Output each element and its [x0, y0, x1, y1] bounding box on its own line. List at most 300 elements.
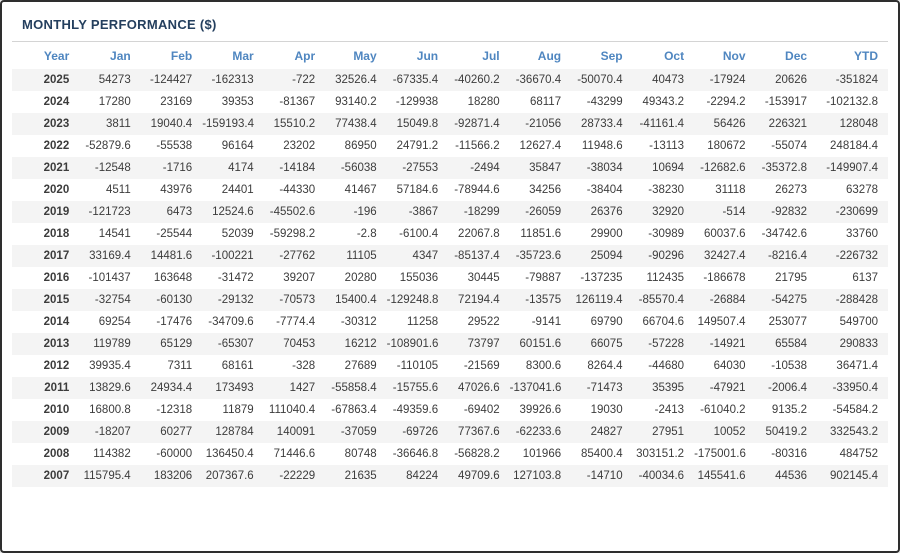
value-cell: 66704.6 [642, 316, 685, 328]
value-cell: -37059 [340, 426, 377, 438]
value-cell: -21056 [525, 118, 562, 130]
value-cell: 72194.4 [458, 294, 500, 306]
year-cell: 2020 [43, 184, 70, 196]
value-cell: 303151.2 [636, 448, 685, 460]
value-cell: 36471.4 [836, 360, 878, 372]
value-cell: -6100.4 [399, 228, 439, 240]
value-cell: 65129 [160, 338, 193, 350]
value-cell: 24934.4 [150, 382, 193, 394]
year-cell: 2012 [43, 360, 70, 372]
value-cell: 39935.4 [89, 360, 131, 372]
value-cell: 902145.4 [830, 470, 878, 482]
value-cell: 19040.4 [150, 118, 193, 130]
value-cell: -11566.2 [455, 140, 500, 152]
value-cell: 20280 [344, 272, 377, 284]
value-cell: 93140.2 [335, 96, 377, 108]
column-header-jul: Jul [482, 49, 500, 63]
value-cell: -12318 [156, 404, 193, 416]
table-row [12, 465, 888, 487]
value-cell: -18299 [463, 206, 500, 218]
year-cell: 2024 [43, 96, 70, 108]
column-header-apr: Apr [294, 49, 316, 63]
year-cell: 2019 [43, 206, 70, 218]
value-cell: -61040.2 [700, 404, 746, 416]
value-cell: -21569 [463, 360, 500, 372]
value-cell: 30445 [467, 272, 500, 284]
value-cell: 56426 [713, 118, 746, 130]
value-cell: 112435 [646, 272, 685, 284]
value-cell: -34742.6 [761, 228, 808, 240]
value-cell: -38404 [586, 184, 623, 196]
value-cell: -35372.8 [761, 162, 808, 174]
value-cell: -121723 [88, 206, 131, 218]
value-cell: -101437 [88, 272, 131, 284]
value-cell: -10538 [771, 360, 808, 372]
value-cell: -2.8 [356, 228, 377, 240]
value-cell: -25544 [156, 228, 193, 240]
value-cell: 33169.4 [89, 250, 131, 262]
value-cell: -62233.6 [515, 426, 562, 438]
value-cell: 24791.2 [396, 140, 439, 152]
value-cell: 114382 [93, 448, 131, 460]
year-cell: 2015 [43, 294, 70, 306]
value-cell: -12548 [94, 162, 131, 174]
year-cell: 2018 [43, 228, 70, 240]
value-cell: 35395 [652, 382, 685, 394]
value-cell: -44330 [279, 184, 316, 196]
column-header-aug: Aug [537, 49, 562, 63]
value-cell: -102132.8 [826, 96, 878, 108]
value-cell: 9135.2 [771, 404, 808, 416]
value-cell: -32754 [94, 294, 131, 306]
value-cell: 136450.4 [205, 448, 254, 460]
value-cell: 44536 [775, 470, 808, 482]
value-cell: -31472 [217, 272, 254, 284]
value-cell: -80316 [771, 448, 808, 460]
value-cell: -14921 [709, 338, 746, 350]
value-cell: 253077 [768, 316, 808, 328]
value-cell: 32427.4 [703, 250, 746, 262]
value-cell: -92832 [771, 206, 808, 218]
value-cell: 14481.6 [150, 250, 193, 262]
value-cell: 24401 [221, 184, 254, 196]
column-header-may: May [353, 49, 377, 63]
column-header-oct: Oct [664, 49, 685, 63]
column-header-nov: Nov [722, 49, 746, 63]
value-cell: 128784 [215, 426, 254, 438]
value-cell: 11258 [407, 316, 439, 328]
value-cell: -12682.6 [700, 162, 746, 174]
table-row [12, 311, 888, 333]
value-cell: 140091 [276, 426, 316, 438]
value-cell: 149507.4 [697, 316, 746, 328]
value-cell: -36670.4 [515, 74, 562, 86]
value-cell: 96164 [221, 140, 254, 152]
value-cell: 32920 [652, 206, 685, 218]
value-cell: -50070.4 [577, 74, 623, 86]
value-cell: 28733.4 [581, 118, 623, 130]
column-header-year: Year [43, 49, 70, 63]
value-cell: -9141 [531, 316, 562, 328]
value-cell: -108901.6 [386, 338, 439, 350]
value-cell: 86950 [344, 140, 377, 152]
value-cell: -186678 [703, 272, 746, 284]
table-row [12, 377, 888, 399]
value-cell: 65584 [775, 338, 808, 350]
value-cell: -67335.4 [392, 74, 439, 86]
year-cell: 2013 [43, 338, 70, 350]
value-cell: 39353 [221, 96, 254, 108]
value-cell: -2294.2 [706, 96, 746, 108]
value-cell: 71446.6 [273, 448, 316, 460]
value-cell: 70453 [283, 338, 316, 350]
value-cell: 549700 [839, 316, 878, 328]
value-cell: 68161 [221, 360, 254, 372]
value-cell: 1427 [289, 382, 316, 394]
value-cell: -85137.4 [454, 250, 500, 262]
value-cell: -69402 [463, 404, 500, 416]
value-cell: 80748 [344, 448, 377, 460]
table-row [12, 179, 888, 201]
table-row [12, 355, 888, 377]
value-cell: 39926.6 [519, 404, 562, 416]
value-cell: -49359.6 [392, 404, 439, 416]
value-cell: -26884 [709, 294, 746, 306]
value-cell: -65307 [217, 338, 254, 350]
table-row [12, 289, 888, 311]
value-cell: 248184.4 [830, 140, 878, 152]
value-cell: 12524.6 [212, 206, 254, 218]
value-cell: -288428 [835, 294, 878, 306]
value-cell: 69254 [98, 316, 131, 328]
table-row [12, 421, 888, 443]
value-cell: -722 [292, 74, 316, 86]
value-cell: 29522 [467, 316, 500, 328]
value-cell: -52879.6 [85, 140, 131, 152]
value-cell: -36646.8 [392, 448, 439, 460]
value-cell: 111040.4 [268, 404, 316, 416]
value-cell: -18207 [94, 426, 131, 438]
value-cell: 20626 [775, 74, 808, 86]
value-cell: 77367.6 [458, 426, 500, 438]
value-cell: 84224 [406, 470, 439, 482]
value-cell: 128048 [839, 118, 878, 130]
value-cell: 14541 [98, 228, 131, 240]
value-cell: 119789 [93, 338, 131, 350]
value-cell: 6473 [166, 206, 193, 218]
value-cell: 63278 [846, 184, 878, 196]
value-cell: -230699 [835, 206, 878, 218]
value-cell: -328 [292, 360, 316, 372]
value-cell: -85570.4 [638, 294, 685, 306]
value-cell: -162313 [211, 74, 254, 86]
year-cell: 2014 [43, 316, 70, 328]
value-cell: -153917 [764, 96, 808, 108]
value-cell: 6137 [852, 272, 878, 284]
year-cell: 2017 [43, 250, 70, 262]
value-cell: -45502.6 [269, 206, 316, 218]
table-row [12, 157, 888, 179]
value-cell: 290833 [839, 338, 878, 350]
value-cell: 8264.4 [587, 360, 623, 372]
value-cell: -2006.4 [768, 382, 808, 394]
table-row [12, 113, 888, 135]
year-cell: 2025 [43, 74, 70, 86]
year-cell: 2010 [43, 404, 70, 416]
value-cell: -35723.6 [515, 250, 562, 262]
value-cell: 11948.6 [581, 140, 623, 152]
value-cell: -8216.4 [768, 250, 808, 262]
value-cell: -13113 [649, 140, 685, 152]
value-cell: -55074 [771, 140, 808, 152]
value-cell: 77438.4 [335, 118, 377, 130]
table-body [12, 69, 888, 487]
value-cell: -137235 [580, 272, 623, 284]
table-row [12, 245, 888, 267]
value-cell: -54275 [771, 294, 808, 306]
value-cell: 115795.4 [83, 470, 131, 482]
value-cell: 68117 [529, 96, 562, 108]
year-cell: 2023 [43, 118, 70, 130]
value-cell: -40034.6 [638, 470, 685, 482]
value-cell: 3811 [105, 118, 131, 130]
value-cell: 101966 [522, 448, 562, 460]
column-header-jun: Jun [416, 49, 439, 63]
value-cell: -71473 [586, 382, 623, 394]
table-row [12, 91, 888, 113]
value-cell: 60277 [160, 426, 193, 438]
value-cell: 57184.6 [396, 184, 439, 196]
value-cell: -60000 [156, 448, 193, 460]
value-cell: -56828.2 [454, 448, 500, 460]
column-header-dec: Dec [785, 49, 808, 63]
value-cell: 19030 [590, 404, 623, 416]
value-cell: -56038 [340, 162, 377, 174]
value-cell: -60130 [156, 294, 193, 306]
monthly-performance-table [12, 42, 888, 487]
value-cell: 145541.6 [697, 470, 746, 482]
table-row [12, 69, 888, 91]
column-header-mar: Mar [232, 49, 254, 63]
value-cell: 32526.4 [335, 74, 377, 86]
value-cell: 41467 [344, 184, 377, 196]
value-cell: -59298.2 [269, 228, 316, 240]
value-cell: 47026.6 [458, 382, 500, 394]
value-cell: 26273 [775, 184, 808, 196]
value-cell: 155036 [399, 272, 439, 284]
value-cell: 16212 [344, 338, 377, 350]
value-cell: 33760 [846, 228, 878, 240]
value-cell: 34256 [529, 184, 562, 196]
value-cell: -67863.4 [331, 404, 377, 416]
value-cell: -159193.4 [202, 118, 254, 130]
value-cell: -38230 [648, 184, 685, 196]
value-cell: -3867 [408, 206, 439, 218]
value-cell: -137041.6 [509, 382, 562, 394]
value-cell: 16800.8 [89, 404, 131, 416]
table-header-row [12, 42, 888, 69]
value-cell: 49709.6 [458, 470, 500, 482]
value-cell: -79887 [525, 272, 562, 284]
value-cell: -38034 [586, 162, 623, 174]
value-cell: 26376 [590, 206, 623, 218]
value-cell: 4174 [228, 162, 254, 174]
value-cell: -129938 [395, 96, 439, 108]
value-cell: -29132 [217, 294, 254, 306]
value-cell: -44680 [648, 360, 685, 372]
value-cell: -175001.6 [694, 448, 746, 460]
value-cell: 21795 [775, 272, 808, 284]
value-cell: 27951 [652, 426, 685, 438]
value-cell: 127103.8 [513, 470, 562, 482]
column-header-feb: Feb [170, 49, 193, 63]
value-cell: 49343.2 [642, 96, 685, 108]
value-cell: 22067.8 [458, 228, 500, 240]
value-cell: -17476 [156, 316, 193, 328]
table-row [12, 443, 888, 465]
value-cell: -351824 [835, 74, 878, 86]
value-cell: 35847 [529, 162, 562, 174]
year-cell: 2011 [44, 382, 70, 394]
value-cell: -149907.4 [826, 162, 878, 174]
value-cell: 23202 [283, 140, 316, 152]
year-cell: 2007 [43, 470, 70, 482]
year-cell: 2021 [43, 162, 70, 174]
table-row [12, 267, 888, 289]
value-cell: 52039 [221, 228, 254, 240]
value-cell: 50419.2 [765, 426, 808, 438]
value-cell: -57228 [648, 338, 685, 350]
value-cell: -13575 [525, 294, 562, 306]
value-cell: -1716 [162, 162, 193, 174]
value-cell: -514 [722, 206, 746, 218]
value-cell: 27689 [344, 360, 377, 372]
value-cell: 15510.2 [273, 118, 316, 130]
value-cell: -40260.2 [454, 74, 500, 86]
value-cell: 7311 [167, 360, 193, 372]
value-cell: 29900 [590, 228, 623, 240]
value-cell: 12627.4 [519, 140, 562, 152]
value-cell: 21635 [344, 470, 377, 482]
value-cell: 10694 [652, 162, 685, 174]
column-header-ytd: YTD [854, 49, 878, 63]
value-cell: -129248.8 [386, 294, 439, 306]
value-cell: -26059 [525, 206, 562, 218]
value-cell: 10052 [713, 426, 746, 438]
value-cell: 126119.4 [575, 294, 623, 306]
value-cell: 173493 [215, 382, 254, 394]
value-cell: -2494 [470, 162, 500, 174]
value-cell: -2413 [654, 404, 685, 416]
table-row [12, 399, 888, 421]
value-cell: 11851.6 [520, 228, 562, 240]
value-cell: -196 [353, 206, 377, 218]
value-cell: 85400.4 [581, 448, 623, 460]
value-cell: -33950.4 [832, 382, 878, 394]
year-cell: 2008 [43, 448, 70, 460]
value-cell: -34709.6 [208, 316, 254, 328]
value-cell: 69790 [590, 316, 623, 328]
table-row [12, 201, 888, 223]
value-cell: -27553 [402, 162, 439, 174]
value-cell: 4511 [105, 184, 131, 196]
value-cell: 25094 [590, 250, 623, 262]
value-cell: 73797 [467, 338, 500, 350]
value-cell: -7774.4 [276, 316, 316, 328]
year-cell: 2022 [43, 140, 70, 152]
value-cell: -15755.6 [392, 382, 439, 394]
panel-title: MONTHLY PERFORMANCE ($) [22, 17, 217, 32]
value-cell: 332543.2 [830, 426, 878, 438]
value-cell: 11105 [346, 250, 377, 262]
table-row [12, 135, 888, 157]
value-cell: 60151.6 [519, 338, 562, 350]
value-cell: -14184 [279, 162, 316, 174]
year-cell: 2016 [43, 272, 70, 284]
value-cell: -43299 [586, 96, 623, 108]
value-cell: 4347 [412, 250, 439, 262]
year-cell: 2009 [43, 426, 70, 438]
value-cell: -41161.4 [639, 118, 685, 130]
column-header-sep: Sep [600, 49, 623, 63]
value-cell: 15400.4 [335, 294, 377, 306]
value-cell: 43976 [160, 184, 193, 196]
value-cell: 23169 [160, 96, 193, 108]
value-cell: -30989 [648, 228, 685, 240]
value-cell: -47921 [709, 382, 746, 394]
value-cell: 180672 [707, 140, 746, 152]
value-cell: -70573 [279, 294, 316, 306]
value-cell: -22229 [279, 470, 316, 482]
value-cell: 15049.8 [396, 118, 439, 130]
value-cell: -226732 [835, 250, 878, 262]
value-cell: 54273 [98, 74, 131, 86]
value-cell: -92871.4 [454, 118, 500, 130]
value-cell: 484752 [839, 448, 878, 460]
value-cell: 31118 [715, 184, 746, 196]
value-cell: -90296 [648, 250, 685, 262]
value-cell: -55538 [156, 140, 193, 152]
value-cell: 17280 [98, 96, 131, 108]
value-cell: -30312 [340, 316, 377, 328]
value-cell: 163648 [153, 272, 193, 284]
value-cell: 66075 [590, 338, 623, 350]
value-cell: 183206 [153, 470, 193, 482]
value-cell: 8300.6 [525, 360, 562, 372]
value-cell: -14710 [586, 470, 623, 482]
value-cell: 226321 [768, 118, 808, 130]
value-cell: -110105 [396, 360, 439, 372]
value-cell: -17924 [709, 74, 746, 86]
value-cell: 24827 [590, 426, 623, 438]
value-cell: -78944.6 [454, 184, 500, 196]
value-cell: 18280 [467, 96, 500, 108]
value-cell: 60037.6 [703, 228, 746, 240]
table-row [12, 223, 888, 245]
value-cell: 11879 [222, 404, 254, 416]
value-cell: -55858.4 [331, 382, 377, 394]
value-cell: -124427 [149, 74, 193, 86]
column-header-jan: Jan [110, 49, 131, 63]
table-row [12, 333, 888, 355]
value-cell: -69726 [402, 426, 439, 438]
value-cell: -100221 [211, 250, 254, 262]
value-cell: 64030 [713, 360, 746, 372]
value-cell: -81367 [279, 96, 316, 108]
value-cell: 39207 [283, 272, 316, 284]
value-cell: -27762 [279, 250, 316, 262]
value-cell: -54584.2 [832, 404, 878, 416]
